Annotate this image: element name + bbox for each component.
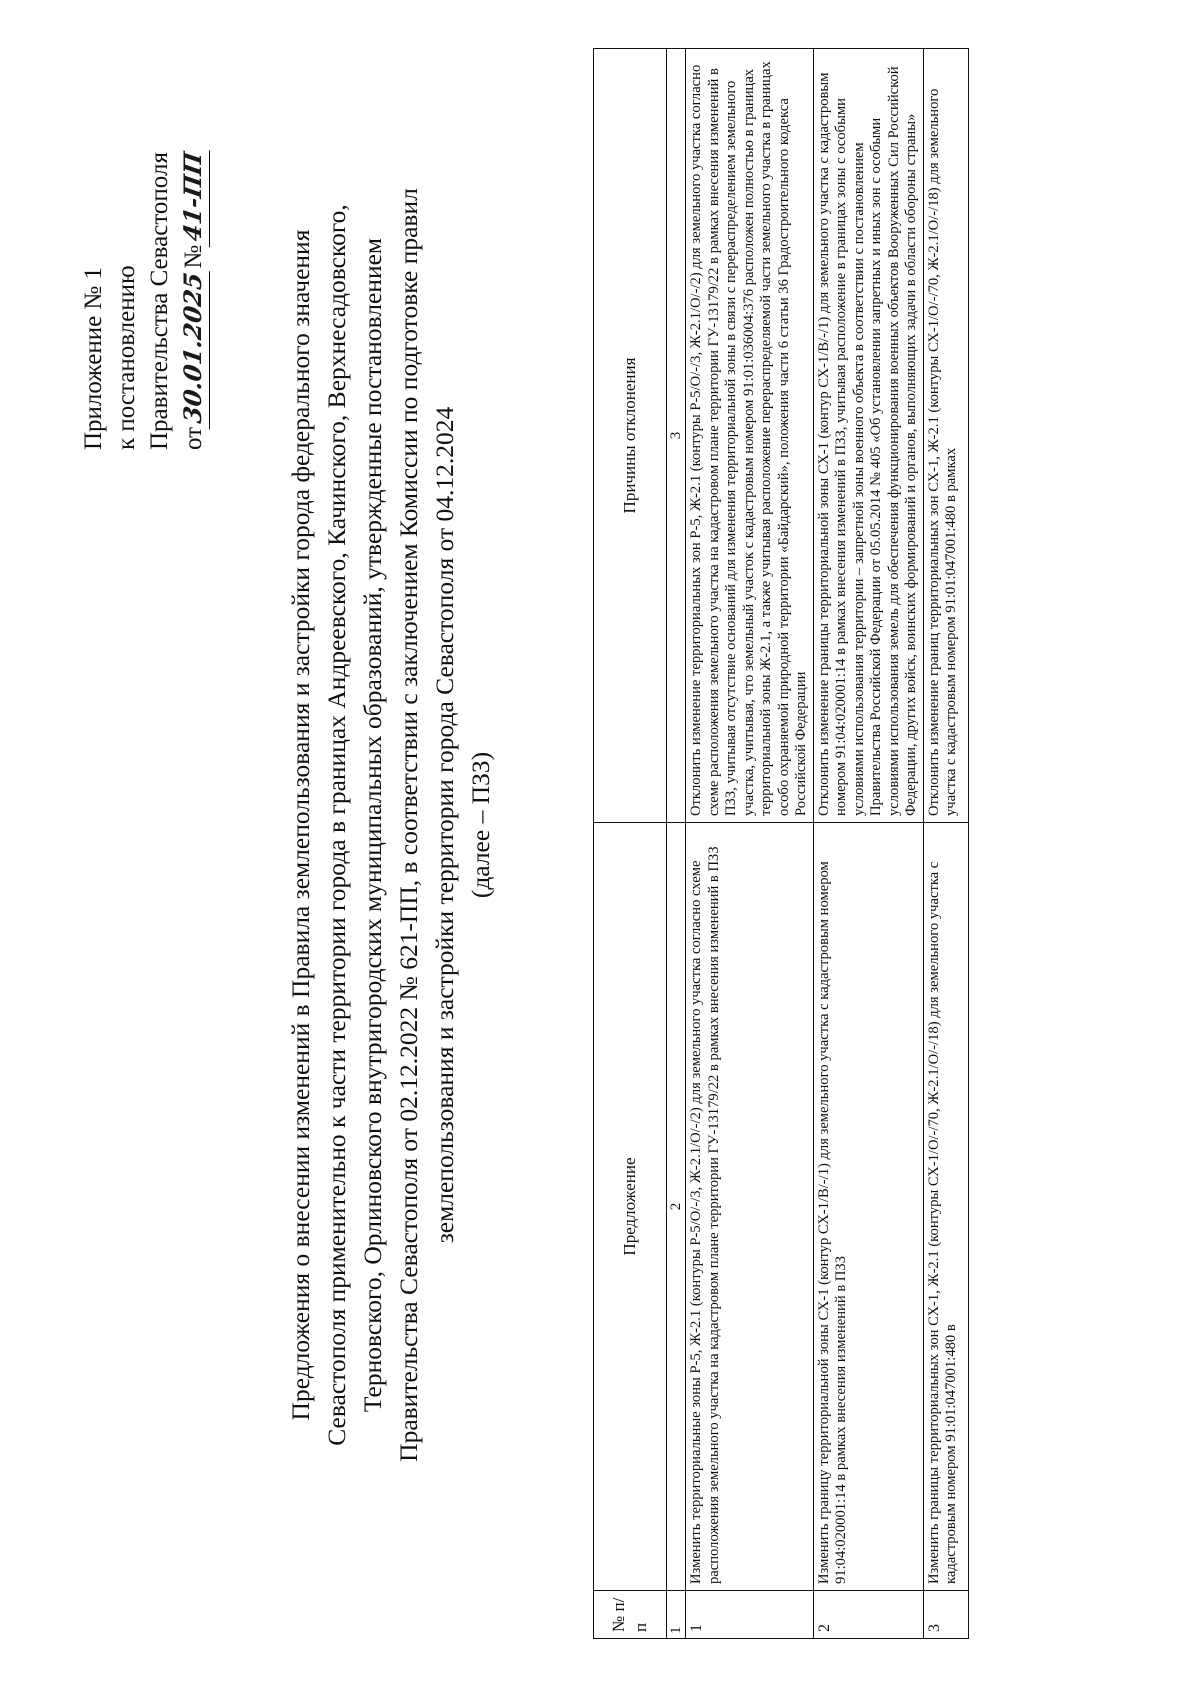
column-number-row xyxy=(667,49,686,1639)
approval-line-government: Правительства Севастополя xyxy=(146,152,173,450)
table-row xyxy=(923,49,968,1639)
row-reasons-cell xyxy=(923,49,968,823)
approval-line-resolution: к постановлению xyxy=(113,265,140,450)
table-row xyxy=(813,49,923,1639)
row-proposal: Изменить территориальные зоны Р-5, Ж-2.1 (контуры Р-5/О/-/3, Ж-2.1/О/-/2) для земельного участка согласно схеме расположения земельного участка на кадастровом плане территории ГУ-13179/22 в рамках внесения изменений в ПЗЗ xyxy=(686,823,814,1591)
header-num: № п/п xyxy=(594,1591,667,1639)
table-header-row xyxy=(594,49,667,1639)
heading-line-6: (далее – ПЗЗ) xyxy=(466,751,495,899)
heading-line-2: Севастополя применительно к части территории города в границах Андреевского, Качинского, Верхнесадовского, xyxy=(322,204,351,1446)
heading-line-4: Правительства Севастополя от 02.12.2022 № 621-ПП, в соответствии с заключением Комиссии по подготовке правил xyxy=(394,188,423,1462)
header-reasons: Причины отклонения xyxy=(594,49,667,823)
approval-number-sign: № xyxy=(180,244,207,269)
column-number: 3 xyxy=(667,49,686,823)
approval-stamp-block xyxy=(77,50,210,450)
approval-handwritten-number: 41-ПП xyxy=(176,146,210,247)
rotated-document-page xyxy=(25,25,1175,1675)
column-number: 1 xyxy=(667,1591,686,1639)
header-proposal: Предложение xyxy=(594,823,667,1591)
row-number: 1 xyxy=(686,1591,814,1639)
row-reasons: Отклонить изменение территориальных зон Р-5, Ж-2.1 (контуры Р-5/О/-/3, Ж-2.1/О/-/2) для земельного участка согласно схеме расположения земельного участка на кадастровом плане территории ГУ-13179/22 в рамках внесения изменений в ПЗЗ, учитывая отсутствие оснований для изменения территориальной зоны в связи с перераспределением земельного участка, учитывая, что земельный участок с кадастровым номером 91:01:036004:376 расположен полностью в границах территориальной зоны Ж-2.1, а также учитывая расположение перераспределяемой части земельного участка в границах особо охраняемой природной территории «Байдарский», положения части 6 статьи 36 Градостроительного кодекса Российской Федерации xyxy=(686,49,814,823)
row-proposal: Изменить границы территориальных зон СХ-1, Ж-2.1 (контуры СХ-1/О/-/70, Ж-2.1/О/-/18) для земельного участка с кадастровым номером 91:01:047001:480 в xyxy=(925,861,959,1584)
proposals-table xyxy=(593,48,969,1639)
approval-date-line xyxy=(176,50,210,450)
heading-line-3: Терновского, Орлиновского внутригородских муниципальных образований, утвержденные постановлением xyxy=(358,237,387,1413)
row-proposal-cell xyxy=(923,823,968,1591)
approval-handwritten-date: 30.01.2025 xyxy=(176,266,210,429)
heading-line-1: Предложения о внесении изменений в Правила землепользования и застройки города федерального значения xyxy=(286,229,315,1421)
row-number: 3 xyxy=(923,1591,968,1639)
row-reasons: Отклонить изменение границ территориальных зон СХ-1, Ж-2.1 (контуры СХ-1/О/-/70, Ж-2.1/О/-/18) для земельного участка с кадастровым номером 91:01:047001:480 в рамках xyxy=(925,88,959,816)
document-heading xyxy=(283,55,499,1595)
row-proposal: Изменить границу территориальной зоны СХ-1 (контур СХ-1/В/-/1) для земельного участка с кадастровым номером 91:04:020001:14 в рамках внесения изменений в ПЗЗ xyxy=(813,823,923,1591)
heading-line-5: землепользования и застройки территории города Севастополя от 04.12.2024 xyxy=(430,406,459,1244)
approval-line-appendix: Приложение № 1 xyxy=(80,266,107,450)
row-number: 2 xyxy=(813,1591,923,1639)
table-row xyxy=(686,49,814,1639)
row-reasons: Отклонить изменение границы территориальной зоны СХ-1 (контур СХ-1/В/-/1) для земельного участка с кадастровым номером 91:04:020001:14 в рамках внесения изменений в ПЗЗ, учитывая расположение в границах зоны с особыми условиями использования территории – запретной зоны военного объекта в соответствии с постановлением Правительства Российской Федерации от 05.05.2014 № 405 «Об установлении запретных и иных зон с особыми условиями использования земель для обеспечения функционирования военных объектов Вооруженных Сил Российской Федерации, других войск, воинских формирований и органов, выполняющих задачи в области обороны страны» xyxy=(813,49,923,823)
column-number: 2 xyxy=(667,823,686,1591)
approval-date-prefix: от xyxy=(180,426,207,450)
